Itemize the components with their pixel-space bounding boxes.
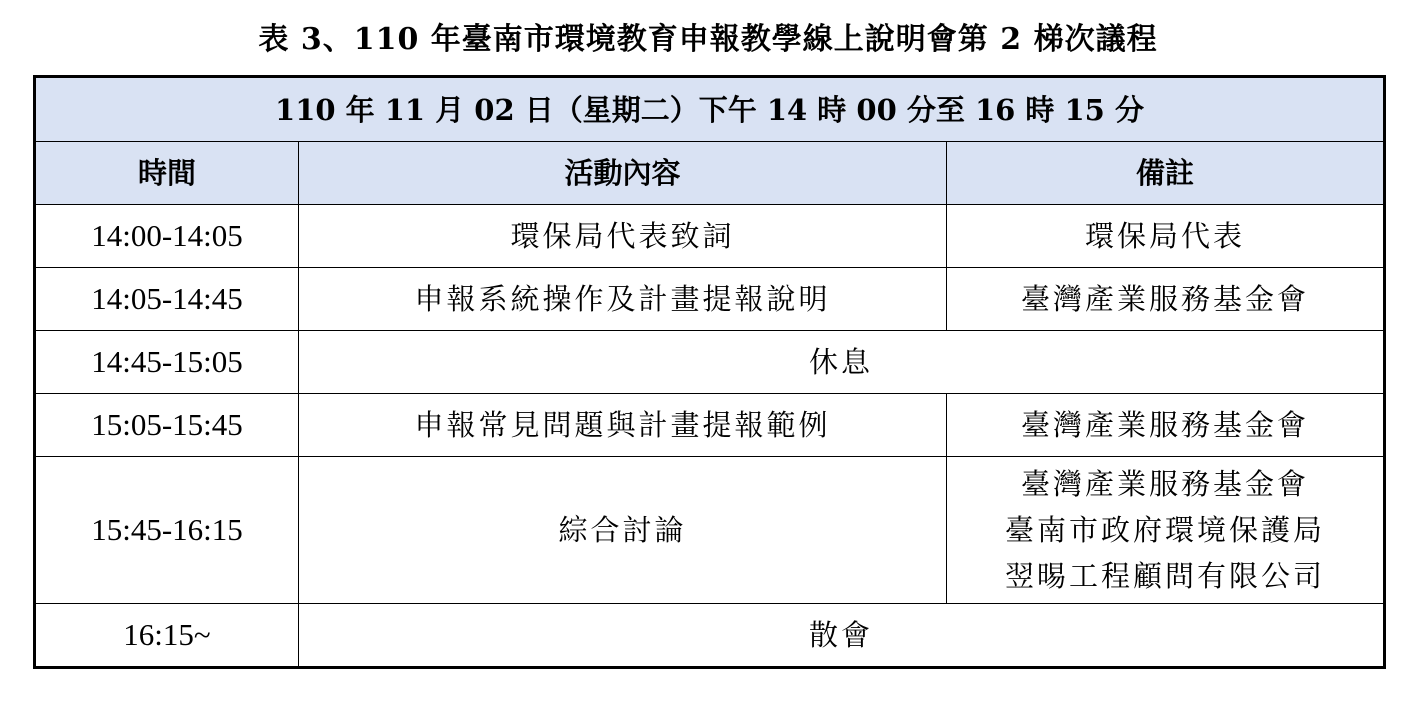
row-time: 15:05-15:45 xyxy=(35,394,299,457)
row-activity: 申報常見問題與計畫提報範例 xyxy=(299,394,947,457)
table-caption: 表 3、110 年臺南市環境教育申報教學線上說明會第 2 梯次議程 xyxy=(258,22,1158,57)
row-remark xyxy=(947,457,1385,604)
row-activity: 綜合討論 xyxy=(299,457,947,604)
row-time: 14:05-14:45 xyxy=(35,268,299,331)
table-row xyxy=(35,604,1385,668)
remark-line: 臺灣產業服務基金會 xyxy=(1021,467,1310,501)
row-time: 15:45-16:15 xyxy=(35,457,299,604)
table-row xyxy=(35,394,1385,457)
row-activity: 申報系統操作及計畫提報說明 xyxy=(299,268,947,331)
table-row xyxy=(35,457,1385,604)
date-banner: 110 年 11 月 02 日（星期二）下午 14 時 00 分至 16 時 15 分 xyxy=(35,77,1385,142)
remark-line: 環保局代表 xyxy=(1085,219,1246,253)
row-activity: 休息 xyxy=(299,331,1385,394)
column-header-activity: 活動內容 xyxy=(299,142,947,205)
agenda-table xyxy=(33,75,1386,669)
row-time: 14:00-14:05 xyxy=(35,205,299,268)
row-remark xyxy=(947,268,1385,331)
remark-line: 臺灣產業服務基金會 xyxy=(1021,408,1310,442)
table-row xyxy=(35,268,1385,331)
date-banner-row xyxy=(35,77,1385,142)
row-activity: 環保局代表致詞 xyxy=(299,205,947,268)
column-header-remark: 備註 xyxy=(947,142,1385,205)
column-header-time: 時間 xyxy=(35,142,299,205)
table-row xyxy=(35,205,1385,268)
row-remark xyxy=(947,394,1385,457)
table-row xyxy=(35,331,1385,394)
remark-line: 翌晹工程顧問有限公司 xyxy=(1005,559,1326,593)
row-activity: 散會 xyxy=(299,604,1385,668)
remark-line: 臺南市政府環境保護局 xyxy=(1005,513,1326,547)
remark-line: 臺灣產業服務基金會 xyxy=(1021,282,1310,316)
row-time: 16:15~ xyxy=(35,604,299,668)
row-remark xyxy=(947,205,1385,268)
column-header-row xyxy=(35,142,1385,205)
row-time: 14:45-15:05 xyxy=(35,331,299,394)
